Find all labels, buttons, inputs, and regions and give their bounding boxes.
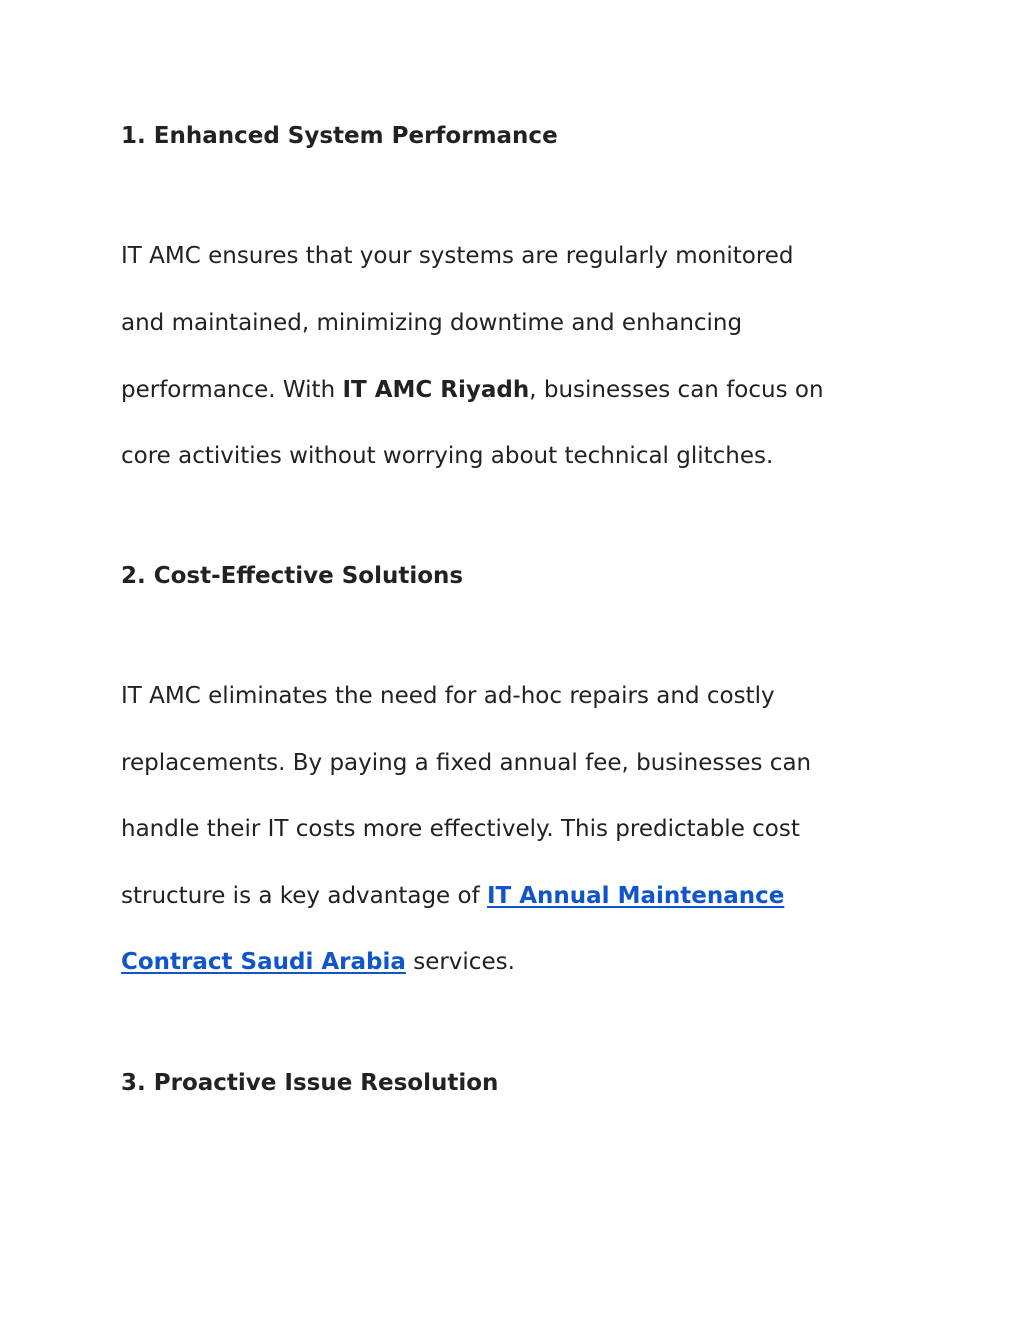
it-amc-saudi-arabia-link[interactable]: IT Annual Maintenance <box>486 883 785 909</box>
paragraph-text: services. <box>405 949 515 975</box>
paragraph-line: replacements. By paying a fixed annual fee, businesses can <box>121 750 812 776</box>
bold-term-it-amc-riyadh: IT AMC Riyadh <box>342 377 530 403</box>
paragraph-line: IT AMC eliminates the need for ad-hoc repairs and costly <box>121 683 775 709</box>
section-heading-cost-effective: 2. Cost-Effective Solutions <box>121 563 464 589</box>
paragraph-text: structure is a key advantage of <box>121 883 487 909</box>
paragraph-text: , businesses can focus on <box>529 377 824 403</box>
paragraph-text: performance. With <box>121 377 343 403</box>
paragraph-line: core activities without worrying about technical glitches. <box>121 443 774 469</box>
section-heading-enhanced-performance: 1. Enhanced System Performance <box>121 123 558 149</box>
it-amc-saudi-arabia-link-continued[interactable]: Contract Saudi Arabia <box>121 949 406 975</box>
section-heading-proactive-resolution: 3. Proactive Issue Resolution <box>121 1070 499 1096</box>
paragraph-line <box>121 375 824 405</box>
paragraph-line: and maintained, minimizing downtime and enhancing <box>121 310 743 336</box>
paragraph-line <box>121 947 515 977</box>
paragraph-line <box>121 881 784 911</box>
paragraph-line: handle their IT costs more effectively. This predictable cost <box>121 816 800 842</box>
paragraph-line: IT AMC ensures that your systems are regularly monitored <box>121 243 794 269</box>
